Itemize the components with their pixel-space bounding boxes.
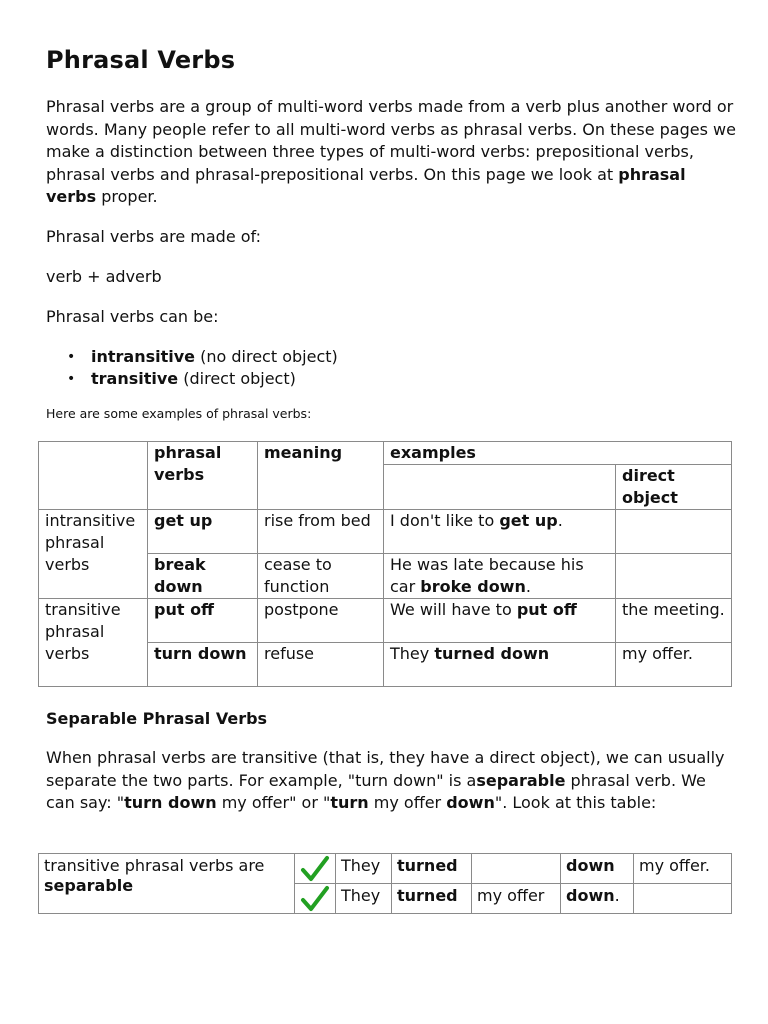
header-phrasal-verbs: phrasal verbs xyxy=(148,442,258,510)
separable-text-2: phrasal verb. We can say: " xyxy=(46,770,706,812)
checkmark-icon xyxy=(300,855,330,883)
verb-cell: turn down xyxy=(148,643,258,687)
example-text: I don't like to xyxy=(390,511,500,530)
bullet-icon: • xyxy=(67,349,76,365)
table-row xyxy=(39,510,732,554)
particle-cell xyxy=(561,854,634,884)
example-cell xyxy=(384,599,616,643)
meaning-cell: rise from bed xyxy=(258,510,384,554)
can-be-label: Phrasal verbs can be: xyxy=(46,307,219,326)
example-cell xyxy=(384,643,616,687)
object-cell xyxy=(616,510,732,554)
formula: verb + adverb xyxy=(46,267,162,286)
verb-cell: turned xyxy=(392,884,472,914)
table-cell-empty xyxy=(39,442,148,510)
separable-text-4: my offer xyxy=(368,793,447,812)
verb-cell: turned xyxy=(392,854,472,884)
separable-bold-2: turn down xyxy=(124,793,217,812)
kind-bold: intransitive xyxy=(91,347,196,366)
particle-after: . xyxy=(614,886,620,905)
check-cell xyxy=(295,884,336,914)
subject-cell: They xyxy=(336,854,392,884)
verb-cell: put off xyxy=(148,599,258,643)
separable-text-5: ". Look at this table: xyxy=(494,793,657,812)
header-examples: examples xyxy=(384,442,732,465)
intro-bold-phrasal-verbs: phrasal verbs xyxy=(46,164,686,206)
bullet-icon: • xyxy=(67,371,76,387)
page-title: Phrasal Verbs xyxy=(46,46,236,74)
verb-cell: break down xyxy=(148,554,258,599)
phrasal-verbs-table xyxy=(38,441,732,687)
meaning-cell: postpone xyxy=(258,599,384,643)
kinds-list xyxy=(46,346,338,390)
separable-bold-4: down xyxy=(446,793,495,812)
list-item xyxy=(46,346,338,368)
middle-cell xyxy=(472,854,561,884)
intro-paragraph xyxy=(46,96,736,209)
table-row xyxy=(39,442,732,465)
list-item xyxy=(46,368,338,390)
header-direct-object: direct object xyxy=(616,465,732,510)
particle-cell xyxy=(561,884,634,914)
example-cell xyxy=(384,510,616,554)
subject-cell: They xyxy=(336,884,392,914)
object-cell xyxy=(634,884,732,914)
separable-text-3: my offer" or " xyxy=(216,793,331,812)
example-text: We will have to xyxy=(390,600,517,619)
particle-bold: down xyxy=(566,856,615,875)
made-of-label: Phrasal verbs are made of: xyxy=(46,227,261,246)
separable-table xyxy=(38,853,732,914)
separable-paragraph xyxy=(46,747,736,815)
example-text: They xyxy=(390,644,435,663)
separable-label-bold: separable xyxy=(44,876,134,895)
table-row xyxy=(39,854,732,884)
example-text: He was late because his car xyxy=(390,555,584,596)
intro-text-2: proper. xyxy=(96,187,158,206)
example-bold: turned down xyxy=(434,644,550,663)
checkmark-icon xyxy=(300,885,330,913)
example-bold: broke down xyxy=(420,577,526,596)
verb-cell: get up xyxy=(148,510,258,554)
separable-bold-3: turn xyxy=(330,793,369,812)
example-cell xyxy=(384,554,616,599)
separable-label-cell xyxy=(39,854,295,914)
kind-bold: transitive xyxy=(91,369,179,388)
group-intransitive: intransitive phrasal verbs xyxy=(39,510,148,599)
check-cell xyxy=(295,854,336,884)
particle-bold: down xyxy=(566,886,615,905)
example-bold: get up xyxy=(499,511,558,530)
table-cell-empty xyxy=(384,465,616,510)
separable-text-1: When phrasal verbs are transitive (that is, they have a direct object), we can usually separate the two parts. For example, "turn down" is a xyxy=(46,748,725,790)
separable-label-text: transitive phrasal verbs are xyxy=(44,856,265,875)
meaning-cell: cease to function xyxy=(258,554,384,599)
intro-text-1: Phrasal verbs are a group of multi-word verbs made from a verb plus another word or words. Many people refer to all multi-word verbs as phrasal verbs. On these pages we make a distinction between three types of multi-word verbs: prepositional verbs, phrasal verbs and phrasal-prepositional verbs. On this page we look at xyxy=(46,97,736,184)
kind-rest: (no direct object) xyxy=(195,347,338,366)
example-bold: put off xyxy=(516,600,577,619)
examples-note: Here are some examples of phrasal verbs: xyxy=(46,406,312,421)
example-text-end: . xyxy=(525,577,531,596)
object-cell: my offer. xyxy=(634,854,732,884)
header-meaning: meaning xyxy=(258,442,384,510)
table-row xyxy=(39,599,732,643)
object-cell: the meeting. xyxy=(616,599,732,643)
meaning-cell: refuse xyxy=(258,643,384,687)
object-cell: my offer. xyxy=(616,643,732,687)
example-text-end: . xyxy=(557,511,563,530)
kind-rest: (direct object) xyxy=(178,369,296,388)
group-transitive: transitive phrasal verbs xyxy=(39,599,148,687)
middle-cell: my offer xyxy=(472,884,561,914)
separable-heading: Separable Phrasal Verbs xyxy=(46,709,268,728)
separable-bold-1: separable xyxy=(476,770,566,790)
object-cell xyxy=(616,554,732,599)
